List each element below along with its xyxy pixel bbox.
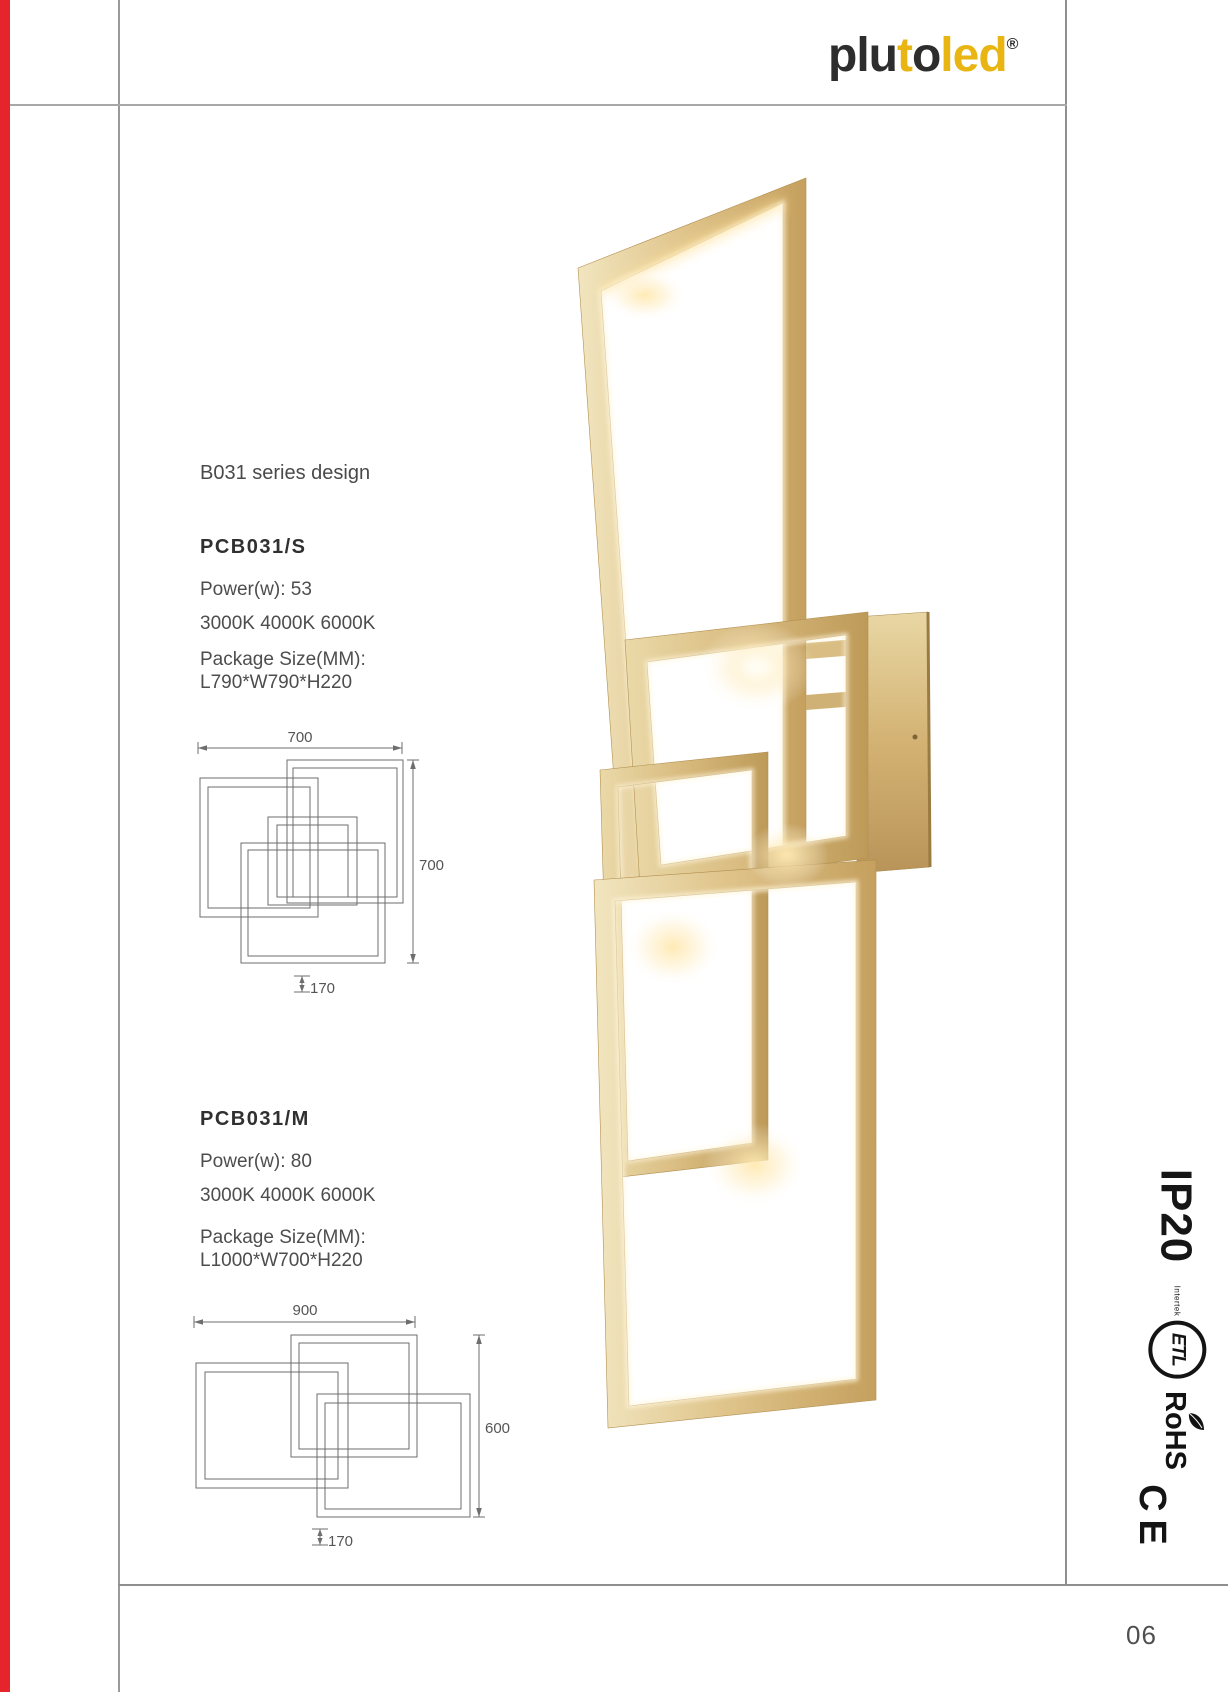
package-size-value: L1000*W700*H220 <box>200 1250 363 1271</box>
bottom-horizontal-rule <box>118 1584 1228 1586</box>
product-cct: 3000K 4000K 6000K <box>200 613 376 634</box>
product-power: Power(w): 80 <box>200 1151 312 1172</box>
brand-logo <box>828 28 1018 83</box>
ip-rating-text: IP20 <box>1151 1168 1201 1263</box>
dim-thickness-label: 170 <box>328 1533 354 1550</box>
rohs-text: RoHS <box>1158 1391 1191 1470</box>
registered-mark: ® <box>1006 36 1019 53</box>
package-size-value: L790*W790*H220 <box>200 672 353 693</box>
dimension-drawing-small <box>180 730 450 1000</box>
right-vertical-rule <box>1065 0 1067 1585</box>
light-hotspot <box>739 653 775 681</box>
dim-height-label: 600 <box>485 1420 511 1437</box>
left-red-accent-strip <box>0 0 10 1692</box>
page-number: 06 <box>1126 1620 1157 1650</box>
left-vertical-rule <box>118 0 120 1692</box>
product-photo <box>525 165 940 1435</box>
package-size-label: Package Size(MM): <box>200 649 366 670</box>
logo-part: plu <box>828 29 897 82</box>
etl-mark <box>1130 1285 1225 1372</box>
etl-brand-text: Intertek <box>1173 1285 1182 1317</box>
light-glow <box>625 907 721 987</box>
product-power: Power(w): 53 <box>200 579 312 600</box>
backplate-screw <box>913 735 918 740</box>
etl-text: ETL <box>1167 1332 1189 1366</box>
dimension-drawing-medium <box>185 1295 515 1565</box>
logo-part: t <box>896 29 912 82</box>
logo-part: o <box>911 29 941 82</box>
etl-circle-icon <box>1149 1320 1207 1378</box>
light-glow <box>603 269 687 321</box>
light-glow <box>703 1123 807 1207</box>
rohs-mark <box>1124 1378 1224 1483</box>
dim-width-label: 700 <box>287 730 313 746</box>
product-model: PCB031/S <box>200 536 307 558</box>
ce-mark <box>1104 1478 1199 1558</box>
package-size-label: Package Size(MM): <box>200 1227 366 1248</box>
dim-height-label: 700 <box>419 857 445 874</box>
ip-rating-mark <box>1118 1148 1228 1283</box>
dim-thickness-label: 170 <box>310 980 336 997</box>
dim-width-label: 900 <box>292 1302 318 1319</box>
logo-part: led <box>940 29 1007 82</box>
ce-text: CE <box>1130 1483 1173 1553</box>
series-title: B031 series design <box>200 462 371 484</box>
product-cct: 3000K 4000K 6000K <box>200 1185 376 1206</box>
light-glow <box>745 823 829 887</box>
product-model: PCB031/M <box>200 1108 310 1130</box>
top-horizontal-rule <box>10 104 1067 106</box>
leaf-icon <box>1186 1411 1204 1431</box>
